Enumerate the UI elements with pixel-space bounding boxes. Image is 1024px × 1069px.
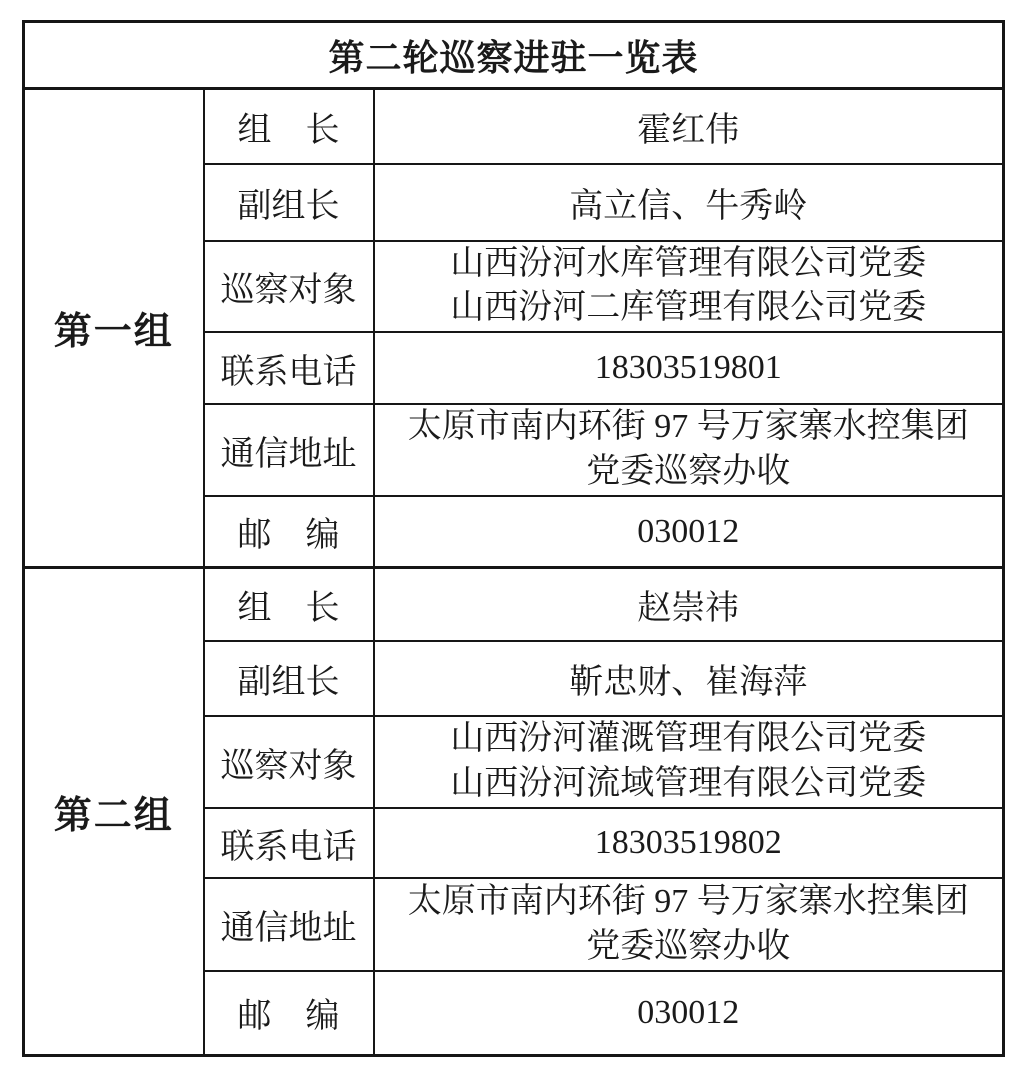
group-2-name-cell: 第二组 — [24, 567, 204, 1055]
group-2-deputy-label: 副组长 — [204, 641, 374, 716]
group-2-address-label: 通信地址 — [204, 878, 374, 971]
table-title: 第二轮巡察进驻一览表 — [24, 22, 1004, 89]
document-sheet — [22, 20, 1005, 1057]
group-1-leader-value: 霍红伟 — [374, 89, 1004, 164]
group-2-deputy-value: 靳忠财、崔海萍 — [374, 641, 1004, 716]
group-1-targets-label: 巡察对象 — [204, 241, 374, 333]
group-1-name-cell: 第一组 — [24, 89, 204, 568]
group-1-deputy-label: 副组长 — [204, 164, 374, 241]
group-2-address-line-2: 党委巡察办收 — [586, 927, 791, 965]
group-2-leader-label: 组 长 — [204, 567, 374, 641]
group-2-address-line-1: 太原市南内环街 97 号万家寨水控集团 — [407, 882, 969, 920]
group-2-target-line-2: 山西汾河流域管理有限公司党委 — [450, 765, 927, 803]
group-2-targets-label: 巡察对象 — [204, 716, 374, 808]
group-1-target-line-2: 山西汾河二库管理有限公司党委 — [450, 289, 927, 327]
group-1-address-line-1: 太原市南内环街 97 号万家寨水控集团 — [407, 408, 969, 446]
group-2-address-value — [374, 878, 1004, 971]
group-1-leader-label: 组 长 — [204, 89, 374, 164]
group-1-address-line-2: 党委巡察办收 — [586, 453, 791, 491]
group-1-phone-value: 18303519801 — [374, 332, 1004, 404]
group-1-address-value — [374, 404, 1004, 496]
group-2-leader-value: 赵崇祎 — [374, 567, 1004, 641]
group-1-targets-value — [374, 241, 1004, 333]
group-2-postcode-label: 邮 编 — [204, 971, 374, 1055]
group-1-postcode-label: 邮 编 — [204, 496, 374, 567]
group-2-targets-value — [374, 716, 1004, 808]
group-1-deputy-value: 高立信、牛秀岭 — [374, 164, 1004, 241]
group-1-phone-label: 联系电话 — [204, 332, 374, 404]
group-2-phone-value: 18303519802 — [374, 808, 1004, 878]
inspection-roster-table — [22, 20, 1005, 1057]
group-1-postcode-value: 030012 — [374, 496, 1004, 567]
group-2-target-line-1: 山西汾河灌溉管理有限公司党委 — [450, 720, 927, 758]
group-1-address-label: 通信地址 — [204, 404, 374, 496]
group-2-phone-label: 联系电话 — [204, 808, 374, 878]
group-1-target-line-1: 山西汾河水库管理有限公司党委 — [450, 244, 927, 282]
group-2-postcode-value: 030012 — [374, 971, 1004, 1055]
